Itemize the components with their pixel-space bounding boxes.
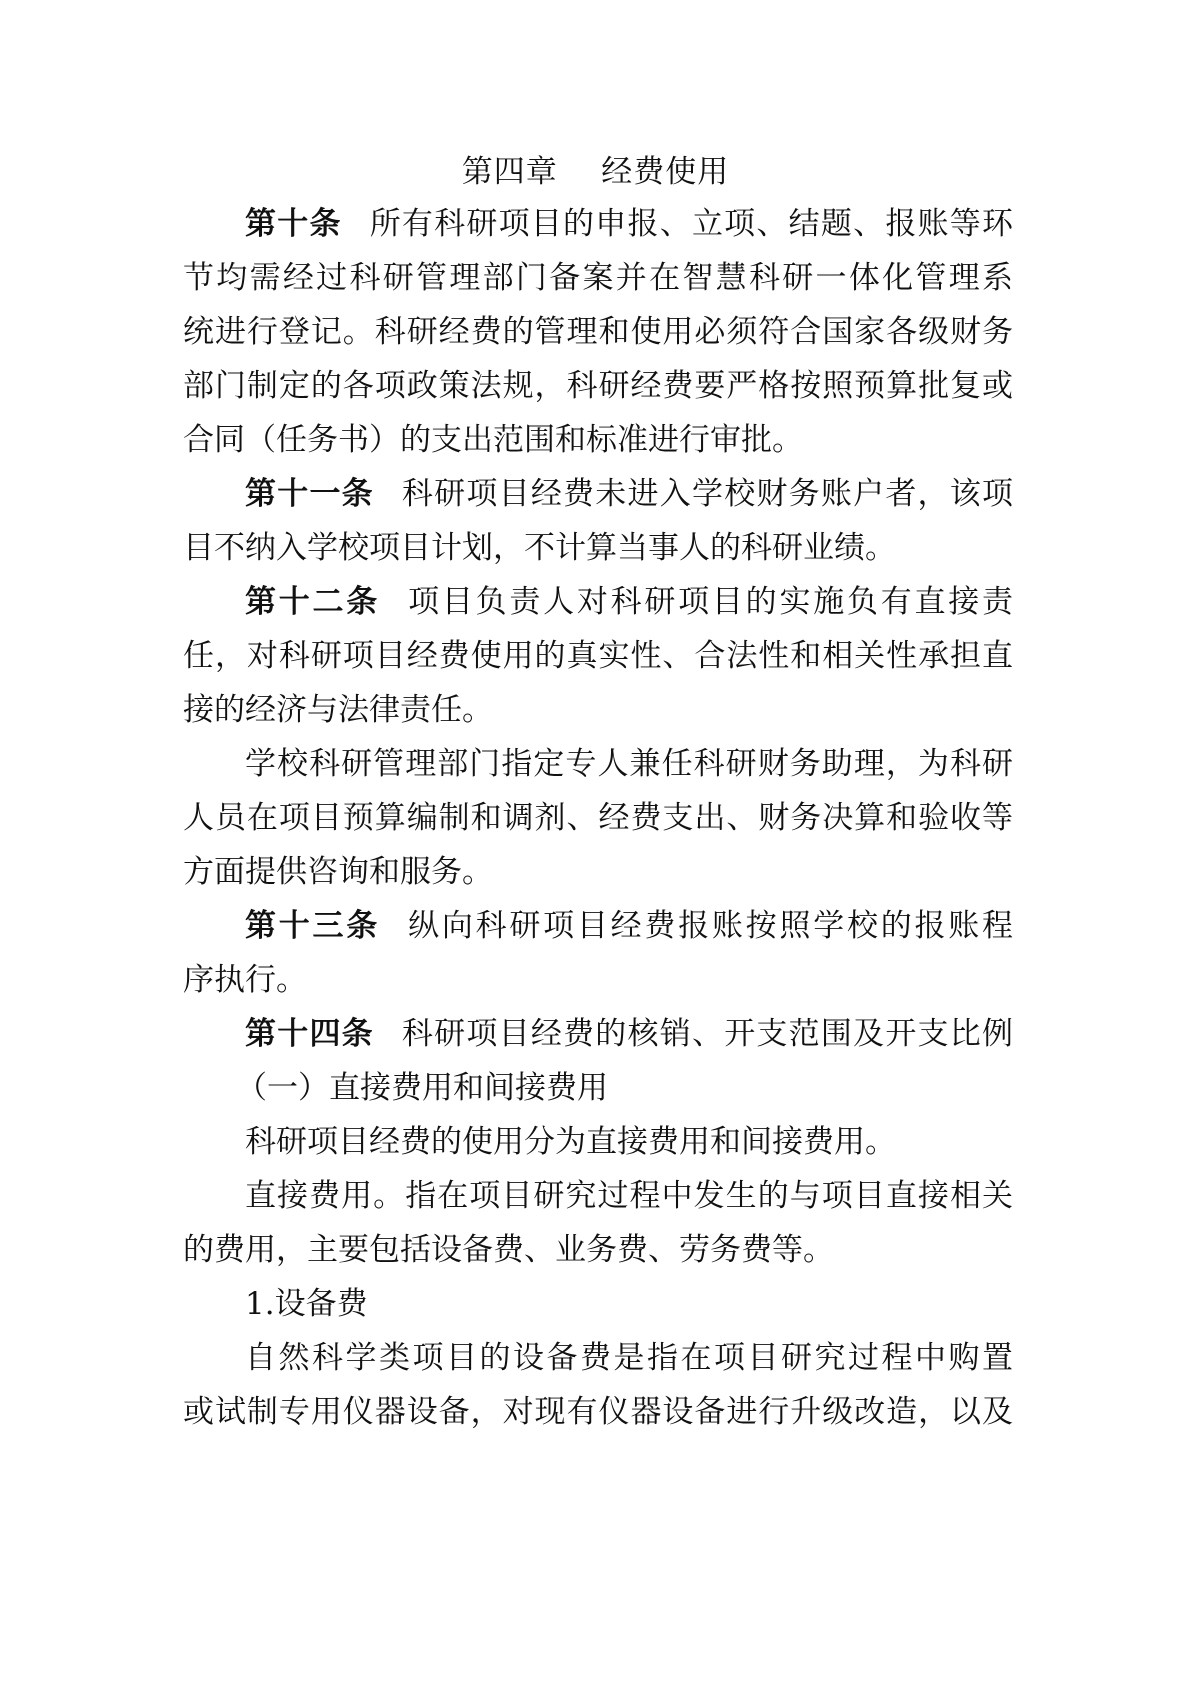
article-12-text-1: 项目负责人对科研项目的实施负有直接责 bbox=[408, 584, 1014, 620]
item-1-heading: 1.设备费 bbox=[245, 1286, 368, 1322]
article-10-label: 第十条 bbox=[245, 206, 342, 242]
article-12-label: 第十二条 bbox=[245, 584, 381, 620]
article-13-label: 第十三条 bbox=[245, 908, 381, 944]
article-10-line-4: 部门制定的各项政策法规，科研经费要严格按照预算批复或 bbox=[183, 368, 1013, 404]
article-14-label: 第十四条 bbox=[245, 1016, 374, 1052]
article-12-line-1 bbox=[245, 582, 1013, 622]
article-13-line-2: 序执行。 bbox=[183, 962, 307, 998]
assistant-para-line-2: 人员在项目预算编制和调剂、经费支出、财务决算和验收等 bbox=[183, 800, 1013, 836]
article-10-line-2: 节均需经过科研管理部门备案并在智慧科研一体化管理系 bbox=[183, 260, 1013, 296]
article-12-line-2: 任，对科研项目经费使用的真实性、合法性和相关性承担直 bbox=[183, 638, 1013, 674]
equipment-para-line-2: 或试制专用仪器设备，对现有仪器设备进行升级改造，以及 bbox=[183, 1394, 1013, 1430]
article-11-line-1 bbox=[245, 474, 1013, 514]
equipment-para-line-1: 自然科学类项目的设备费是指在项目研究过程中购置 bbox=[245, 1340, 1013, 1376]
article-10-line-5: 合同（任务书）的支出范围和标准进行审批。 bbox=[183, 422, 803, 458]
chapter-title: 第四章 经费使用 bbox=[461, 154, 730, 190]
article-11-line-2: 目不纳入学校项目计划，不计算当事人的科研业绩。 bbox=[183, 530, 896, 566]
section-heading: （一）直接费用和间接费用 bbox=[236, 1070, 608, 1106]
article-10-line-1 bbox=[245, 204, 1013, 244]
article-11-label: 第十一条 bbox=[245, 476, 374, 512]
article-11-text-1: 科研项目经费未进入学校财务账户者，该项 bbox=[401, 476, 1014, 512]
article-13-line-1 bbox=[245, 906, 1013, 946]
direct-cost-line-1: 直接费用。指在项目研究过程中发生的与项目直接相关 bbox=[245, 1178, 1013, 1214]
article-12-line-3: 接的经济与法律责任。 bbox=[183, 692, 493, 728]
article-10-text-1: 所有科研项目的申报、立项、结题、报账等环 bbox=[369, 206, 1014, 242]
assistant-para-line-3: 方面提供咨询和服务。 bbox=[183, 854, 493, 890]
article-10-line-3: 统进行登记。科研经费的管理和使用必须符合国家各级财务 bbox=[183, 314, 1013, 350]
article-14-line-1 bbox=[245, 1014, 1013, 1054]
usage-para: 科研项目经费的使用分为直接费用和间接费用。 bbox=[245, 1124, 896, 1160]
article-13-text-1: 纵向科研项目经费报账按照学校的报账程 bbox=[408, 908, 1014, 944]
article-14-text-1: 科研项目经费的核销、开支范围及开支比例 bbox=[401, 1016, 1014, 1052]
direct-cost-line-2: 的费用，主要包括设备费、业务费、劳务费等。 bbox=[183, 1232, 834, 1268]
assistant-para-line-1: 学校科研管理部门指定专人兼任科研财务助理，为科研 bbox=[245, 746, 1013, 782]
